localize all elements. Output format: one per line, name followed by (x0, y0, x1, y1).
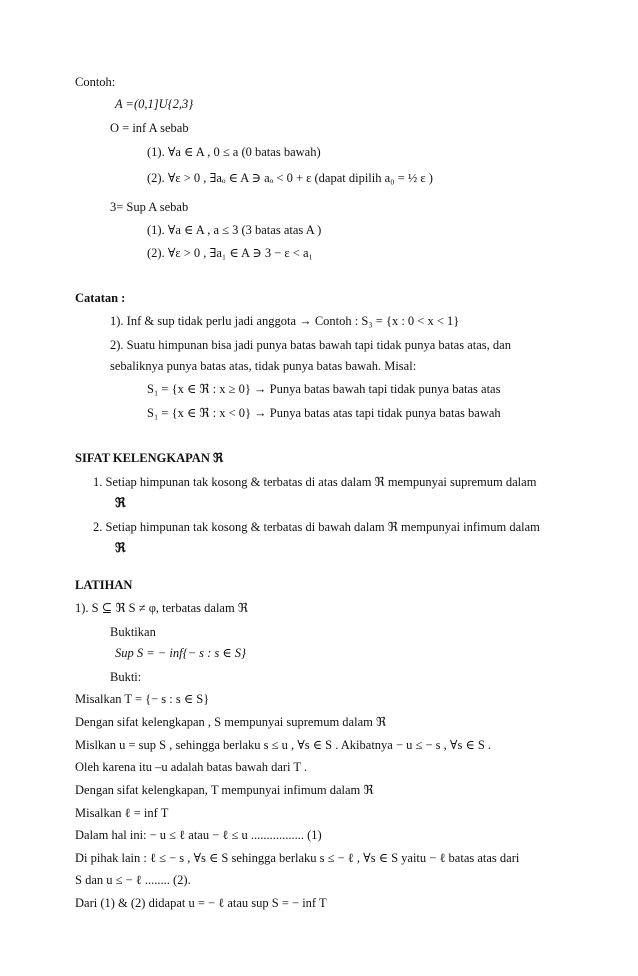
sup-condition-2: (2). ∀ε > 0 , ∃a₁ ∈ A ∋ 3 − ε < a₁ (147, 246, 313, 260)
catatan-heading: Catatan : (75, 291, 126, 305)
inf-condition-2: (2). ∀ε > 0 , ∃aₒ ∈ A ∋ aₒ < 0 + ε (dapat dipilih a₀ = ½ ε ) (147, 171, 433, 185)
proof-line-3: Mislkan u = sup S , sehingga berlaku s ≤ u , ∀s ∈ S . Akibatnya − u ≤ − s , ∀s ∈ S . (75, 738, 492, 752)
proof-line-4: Oleh karena itu –u adalah batas bawah dari T . (75, 760, 308, 774)
example-s1-upper-bound: S₁ = {x ∈ ℜ : x < 0} → Punya batas atas tapi tidak punya batas bawah (147, 406, 501, 420)
statement-to-prove: Sup S = − inf{− s : s ∈ S} (115, 646, 247, 660)
sifat-item-2-reals-symbol: ℜ (115, 541, 126, 556)
latihan-problem: 1). S ⊆ ℜ S ≠ φ, terbatas dalam ℜ (75, 601, 248, 615)
proof-line-5: Dengan sifat kelengkapan, T mempunyai infimum dalam ℜ (75, 783, 374, 797)
catatan-item-1: 1). Inf & sup tidak perlu jadi anggota → Contoh : S₃ = {x : 0 < x < 1} (110, 314, 460, 328)
proof-line-6: Misalkan ℓ = inf T (75, 806, 169, 820)
sup-statement: 3= Sup A sebab (110, 200, 189, 214)
buktikan-label: Buktikan (110, 625, 156, 639)
proof-line-1: Misalkan T = {− s : s ∈ S} (75, 692, 210, 706)
catatan-item-2a: 2). Suatu himpunan bisa jadi punya batas bawah tapi tidak punya batas atas, dan (110, 338, 511, 352)
set-a-definition: A =(0,1]U{2,3} (115, 97, 194, 111)
latihan-heading: LATIHAN (75, 578, 133, 592)
sifat-item-2: 2. Setiap himpunan tak kosong & terbatas di bawah dalam ℜ mempunyai infimum dalam (93, 520, 540, 534)
proof-line-10: Dari (1) & (2) didapat u = − ℓ atau sup S = − inf T (75, 896, 327, 910)
bukti-label: Bukti: (110, 670, 142, 684)
catatan-item-2b: sebaliknya punya batas atas, tidak punya batas bawah. Misal: (110, 359, 417, 373)
example-s1-lower-bound: S₁ = {x ∈ ℜ : x ≥ 0} → Punya batas bawah tapi tidak punya batas atas (147, 382, 501, 396)
proof-line-9: S dan u ≤ − ℓ ........ (2). (75, 873, 191, 887)
sifat-heading: SIFAT KELENGKAPAN ℜ (75, 451, 224, 465)
proof-line-7: Dalam hal ini: − u ≤ ℓ atau − ℓ ≤ u ................. (1) (75, 828, 322, 842)
proof-line-2: Dengan sifat kelengkapan , S mempunyai supremum dalam ℜ (75, 715, 387, 729)
sifat-item-1-reals-symbol: ℜ (115, 496, 126, 511)
sup-condition-1: (1). ∀a ∈ A , a ≤ 3 (3 batas atas A ) (147, 223, 322, 237)
inf-condition-1: (1). ∀a ∈ A , 0 ≤ a (0 batas bawah) (147, 145, 321, 159)
proof-line-8: Di pihak lain : ℓ ≤ − s , ∀s ∈ S sehingga berlaku s ≤ − ℓ , ∀s ∈ S yaitu − ℓ batas atas dari (75, 851, 520, 865)
inf-statement: O = inf A sebab (110, 121, 189, 135)
contoh-heading: Contoh: (75, 75, 116, 89)
sifat-item-1: 1. Setiap himpunan tak kosong & terbatas di atas dalam ℜ mempunyai supremum dalam (93, 475, 537, 489)
